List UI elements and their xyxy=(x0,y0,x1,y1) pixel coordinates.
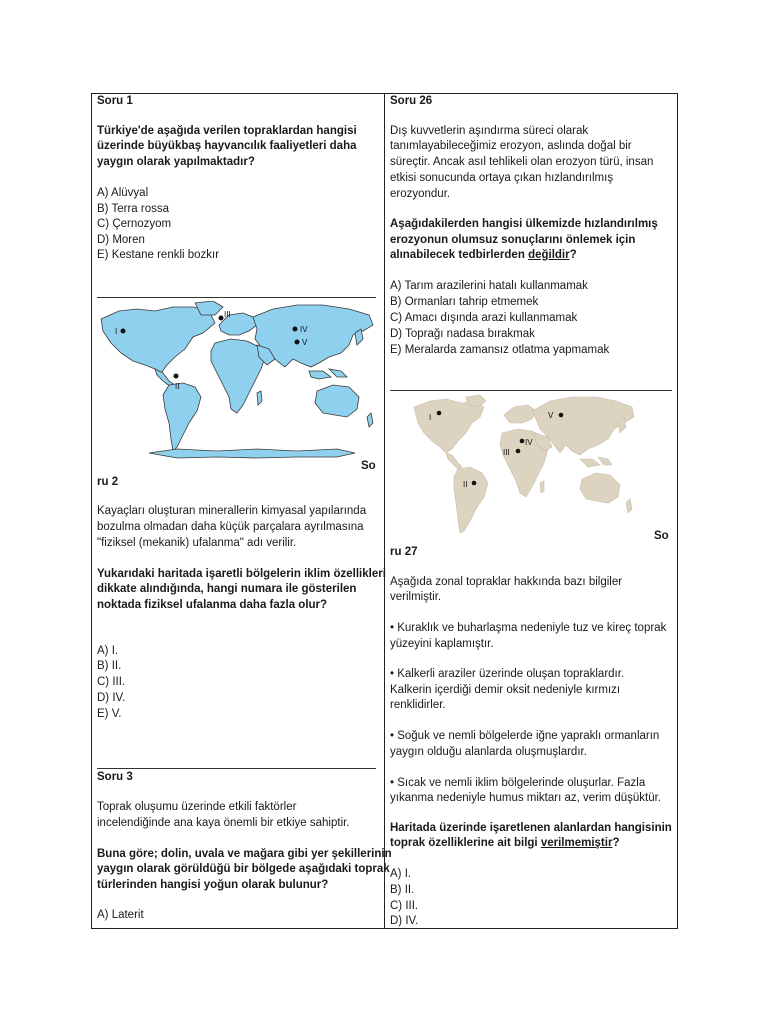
q1-option: B) Terra rossa xyxy=(97,203,170,215)
q27-bullet-line: • Sıcak ve nemli iklim bölgelerinde oluşurlar. Fazla xyxy=(390,777,646,789)
map2-label-ii: II xyxy=(463,480,468,489)
map2-label-v: V xyxy=(548,411,554,420)
q2-option: E) V. xyxy=(97,708,122,720)
map1-label-i: I xyxy=(115,327,118,336)
q27-bullet-line: yaygın olduğu alanlarda oluşmuşlardır. xyxy=(390,746,587,758)
q26-title: Soru 26 xyxy=(390,95,433,107)
world-map-2 xyxy=(410,393,640,538)
q1-option: E) Kestane renkli bozkır xyxy=(97,249,220,261)
q2-title-end: ru 2 xyxy=(97,476,119,488)
q27-title-end: ru 27 xyxy=(390,546,418,558)
q3-title: Soru 3 xyxy=(97,771,133,783)
q2-title-start: So xyxy=(361,460,376,472)
separator-line xyxy=(97,297,376,298)
q27-question-text: toprak özelliklerine ait bilgi xyxy=(390,837,541,849)
q1-option: A) Alüvyal xyxy=(97,187,149,199)
q26-question-emphasis: değildir xyxy=(528,249,570,261)
q27-question-mark: ? xyxy=(612,837,620,849)
q27-bullet-line: • Kuraklık ve buharlaşma nedeniyle tuz ve kireç toprak xyxy=(390,622,667,634)
q27-bullet-line: renklidirler. xyxy=(390,699,446,711)
q26-option: C) Amacı dışında arazi kullanmamak xyxy=(390,312,578,324)
q3-intro-line: Toprak oluşumu üzerinde etkili faktörler xyxy=(97,801,297,813)
q2-option: B) II. xyxy=(97,660,122,672)
q26-intro-line: süreçtir. Ancak asıl tehlikeli olan erozyon türü, insan xyxy=(390,156,654,168)
q3-question-line: Buna göre; dolin, uvala ve mağara gibi yer şekillerinin xyxy=(97,848,392,860)
separator-line xyxy=(97,768,376,769)
q1-option: C) Çernozyom xyxy=(97,218,172,230)
world-map-1 xyxy=(97,301,379,461)
q26-intro-line: tanımlayabileceğimiz erozyon, aslında doğal bir xyxy=(390,140,632,152)
q26-option: E) Meralarda zamansız otlatma yapmamak xyxy=(390,344,610,356)
map1-label-ii: II xyxy=(175,382,180,391)
q1-option: D) Moren xyxy=(97,234,145,246)
q26-intro-line: Dış kuvvetlerin aşındırma süreci olarak xyxy=(390,125,589,137)
q2-option: A) I. xyxy=(97,645,119,657)
q26-question-line: erozyonun olumsuz sonuçlarını önlemek için xyxy=(390,234,636,246)
q26-question-line xyxy=(390,248,577,264)
q2-option: C) III. xyxy=(97,676,126,688)
q27-option: D) IV. xyxy=(390,915,419,927)
q27-intro-line: verilmiştir. xyxy=(390,591,442,603)
q3-question-line: türlerinden hangisi yoğun olarak bulunur? xyxy=(97,879,329,891)
q3-option: A) Laterit xyxy=(97,909,144,921)
q26-intro-line: etkisi sonucunda ortaya çıkan hızlandırılmış xyxy=(390,172,614,184)
map1-label-iv: IV xyxy=(300,325,308,334)
q2-intro-line: "fiziksel (mekanik) ufalanma" adı verilir. xyxy=(97,537,297,549)
q27-question-emphasis: verilmemiştir xyxy=(540,837,613,849)
q27-question-line: Haritada üzerinde işaretlenen alanlardan hangisinin xyxy=(390,822,672,834)
column-divider xyxy=(384,93,385,929)
q27-question-line xyxy=(390,836,619,852)
separator-line xyxy=(390,390,672,391)
map2-label-i: I xyxy=(429,413,432,422)
q27-option: A) I. xyxy=(390,868,412,880)
map2-label-iv: IV xyxy=(525,438,533,447)
q26-question-line: Aşağıdakilerden hangisi ülkemizde hızlandırılmış xyxy=(390,218,658,230)
q26-question-mark: ? xyxy=(569,249,577,261)
q26-intro-line: erozyondur. xyxy=(390,188,451,200)
q2-intro-line: bozulma olmadan daha küçük parçalara ayrılmasına xyxy=(97,521,364,533)
q27-bullet-line: yüzeyini kaplamıştır. xyxy=(390,638,494,650)
q26-question-text: alınabilecek tedbirlerden xyxy=(390,249,529,261)
q3-intro-line: incelendiğinde ana kaya önemli bir etkiye sahiptir. xyxy=(97,817,350,829)
q27-intro-line: Aşağıda zonal topraklar hakkında bazı bilgiler xyxy=(390,576,623,588)
q1-question-line: üzerinde büyükbaş hayvancılık faaliyetleri daha xyxy=(97,140,357,152)
q2-question-line: dikkate alındığında, hangi numara ile gösterilen xyxy=(97,583,357,595)
q3-question-line: yaygın olarak görüldüğü bir bölgede aşağıdaki toprak xyxy=(97,863,390,875)
q2-option: D) IV. xyxy=(97,692,126,704)
q2-question-line: Yukarıdaki haritada işaretli bölgelerin iklim özellikleri xyxy=(97,568,386,580)
map1-label-iii: III xyxy=(224,310,231,319)
q27-option: B) II. xyxy=(390,884,415,896)
q27-bullet-line: Kalkerin içerdiği demir oksit nedeniyle kırmızı xyxy=(390,684,621,696)
q27-bullet-line: • Soğuk ve nemli bölgelerde iğne yapraklı ormanların xyxy=(390,730,660,742)
q1-question-line: yaygın olarak yapılmaktadır? xyxy=(97,156,255,168)
q27-bullet-line: • Kalkerli araziler üzerinde oluşan topraklardır. xyxy=(390,668,625,680)
q2-intro-line: Kayaçları oluşturan minerallerin kimyasal yapılarında xyxy=(97,505,367,517)
map1-label-v: V xyxy=(302,338,308,347)
q2-question-line: noktada fiziksel ufalanma daha fazla olur? xyxy=(97,599,328,611)
q27-option: C) III. xyxy=(390,900,419,912)
q26-option: A) Tarım arazilerini hatalı kullanmamak xyxy=(390,280,588,292)
q27-bullet-line: yıkanma nedeniyle humus miktarı az, verim düşüktür. xyxy=(390,792,662,804)
map2-label-iii: III xyxy=(503,448,510,457)
q26-option: D) Toprağı nadasa bırakmak xyxy=(390,328,535,340)
q27-title-start: So xyxy=(654,530,669,542)
q1-title: Soru 1 xyxy=(97,95,133,107)
q26-option: B) Ormanları tahrip etmemek xyxy=(390,296,539,308)
q1-question-line: Türkiye'de aşağıda verilen topraklardan hangisi xyxy=(97,125,357,137)
